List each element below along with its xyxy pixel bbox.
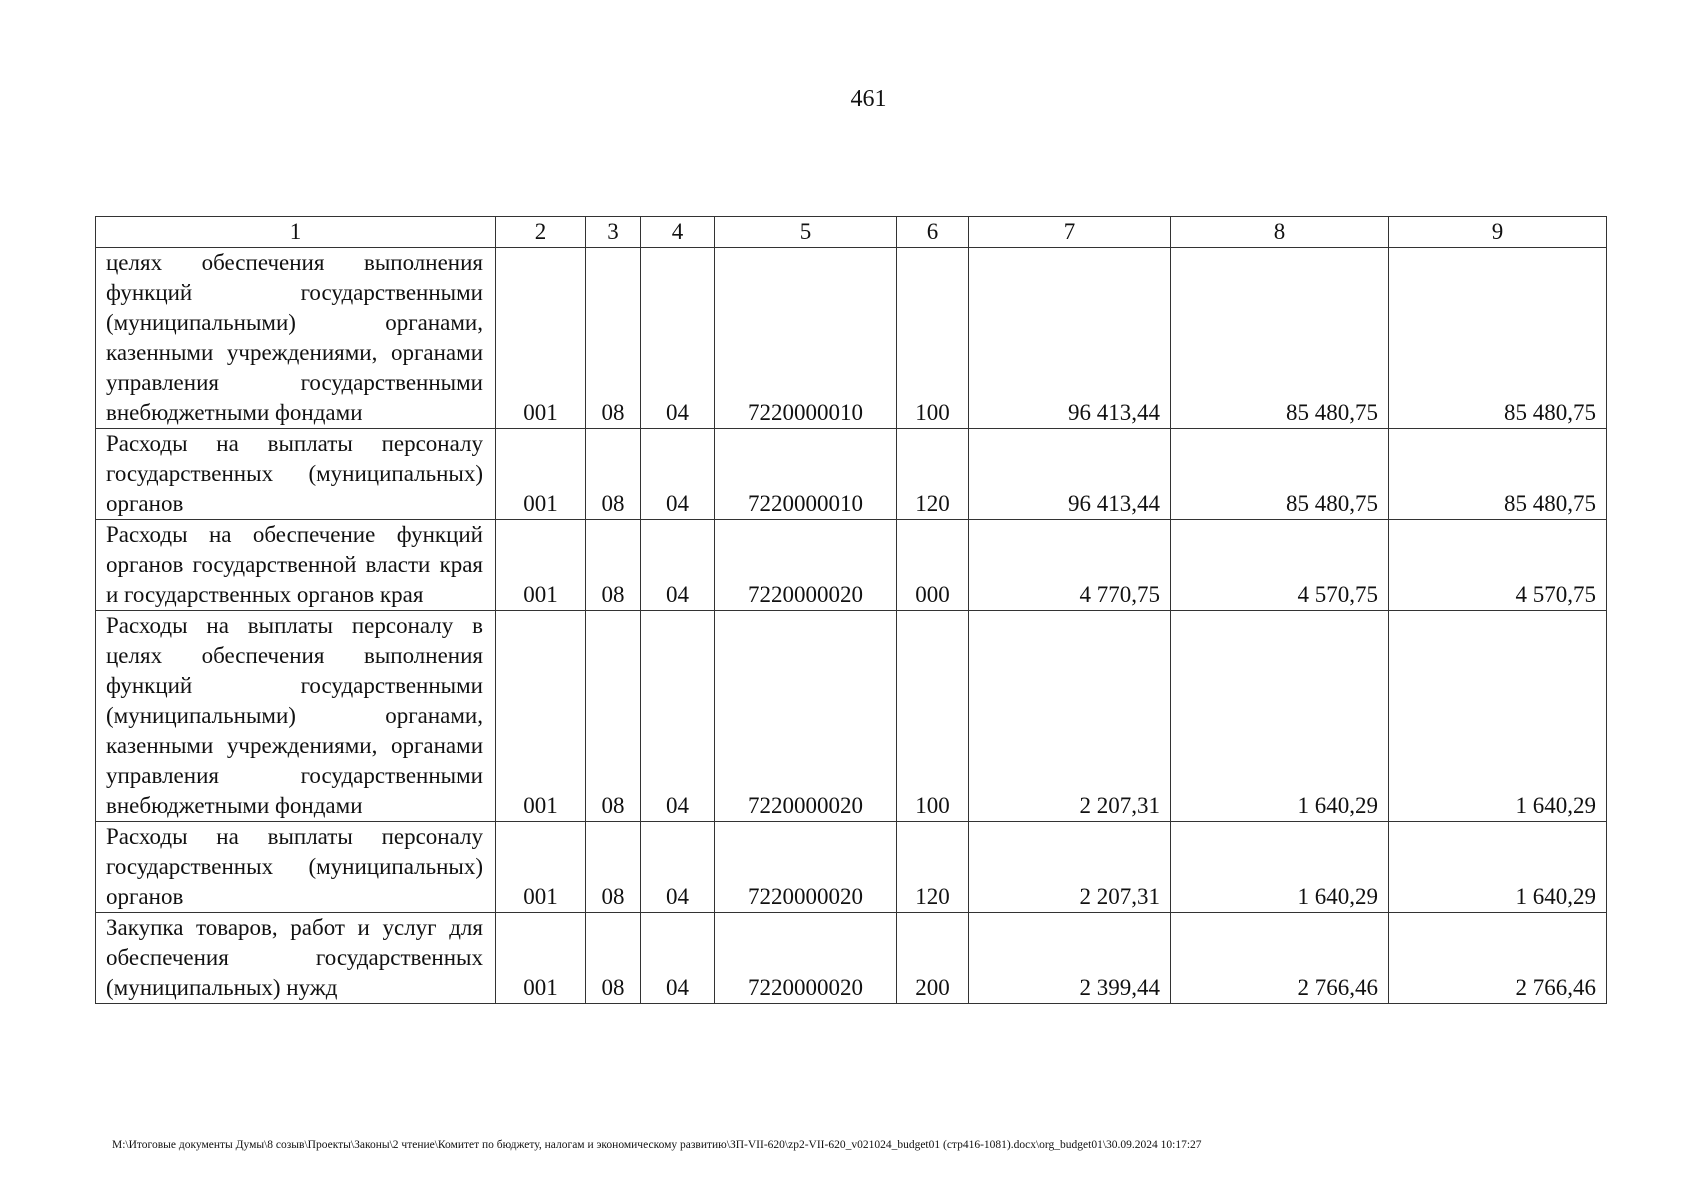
cell-target-article: 7220000010 bbox=[715, 429, 897, 520]
col-header-1: 1 bbox=[96, 217, 496, 248]
cell-amount-col9: 85 480,75 bbox=[1389, 429, 1607, 520]
table-row bbox=[96, 611, 1607, 822]
cell-ministry-code: 001 bbox=[496, 611, 586, 822]
cell-expense-type: 100 bbox=[897, 611, 969, 822]
cell-amount-col9: 2 766,46 bbox=[1389, 913, 1607, 1004]
col-header-8: 8 bbox=[1171, 217, 1389, 248]
cell-target-article: 7220000020 bbox=[715, 611, 897, 822]
row-description: Расходы на выплаты персоналу государственных (муниципальных) органов bbox=[96, 429, 496, 520]
col-header-5: 5 bbox=[715, 217, 897, 248]
cell-section: 08 bbox=[586, 611, 641, 822]
cell-amount-col8: 4 570,75 bbox=[1171, 520, 1389, 611]
cell-ministry-code: 001 bbox=[496, 248, 586, 429]
row-description: Закупка товаров, работ и услуг для обеспечения государственных (муниципальных) нужд bbox=[96, 913, 496, 1004]
cell-subsection: 04 bbox=[641, 913, 715, 1004]
col-header-7: 7 bbox=[969, 217, 1171, 248]
cell-expense-type: 120 bbox=[897, 429, 969, 520]
col-header-3: 3 bbox=[586, 217, 641, 248]
table-row bbox=[96, 520, 1607, 611]
cell-section: 08 bbox=[586, 248, 641, 429]
cell-subsection: 04 bbox=[641, 248, 715, 429]
table-row bbox=[96, 248, 1607, 429]
cell-expense-type: 100 bbox=[897, 248, 969, 429]
row-description: Расходы на выплаты персоналу в целях обеспечения выполнения функций государственными (муниципальными) органами, казенными учреждениями, органами управления государственными внебюджетными фондами bbox=[96, 611, 496, 822]
cell-subsection: 04 bbox=[641, 429, 715, 520]
cell-section: 08 bbox=[586, 913, 641, 1004]
col-header-9: 9 bbox=[1389, 217, 1607, 248]
cell-amount-col9: 85 480,75 bbox=[1389, 248, 1607, 429]
cell-section: 08 bbox=[586, 520, 641, 611]
cell-subsection: 04 bbox=[641, 520, 715, 611]
cell-amount-col9: 4 570,75 bbox=[1389, 520, 1607, 611]
cell-ministry-code: 001 bbox=[496, 913, 586, 1004]
cell-ministry-code: 001 bbox=[496, 429, 586, 520]
cell-target-article: 7220000020 bbox=[715, 520, 897, 611]
cell-expense-type: 200 bbox=[897, 913, 969, 1004]
col-header-4: 4 bbox=[641, 217, 715, 248]
cell-amount-col7: 4 770,75 bbox=[969, 520, 1171, 611]
cell-amount-col9: 1 640,29 bbox=[1389, 611, 1607, 822]
col-header-2: 2 bbox=[496, 217, 586, 248]
row-description: Расходы на выплаты персоналу государственных (муниципальных) органов bbox=[96, 822, 496, 913]
table-row bbox=[96, 913, 1607, 1004]
col-header-6: 6 bbox=[897, 217, 969, 248]
cell-amount-col8: 85 480,75 bbox=[1171, 248, 1389, 429]
cell-ministry-code: 001 bbox=[496, 520, 586, 611]
cell-amount-col7: 96 413,44 bbox=[969, 429, 1171, 520]
cell-amount-col7: 2 399,44 bbox=[969, 913, 1171, 1004]
page-number: 461 bbox=[850, 86, 887, 112]
row-description: Расходы на обеспечение функций органов государственной власти края и государственных органов края bbox=[96, 520, 496, 611]
file-path-footer: М:\Итоговые документы Думы\8 созыв\Проекты\Законы\2 чтение\Комитет по бюджету, налогам и экономическому развитию\ЗП-VII-620\zp2-VII-620_v021024_budget01 (стр416-1081).docx\org_budget01\30.09.2024 10:17:27 bbox=[112, 1139, 1202, 1151]
cell-target-article: 7220000020 bbox=[715, 822, 897, 913]
cell-amount-col8: 2 766,46 bbox=[1171, 913, 1389, 1004]
cell-subsection: 04 bbox=[641, 822, 715, 913]
cell-amount-col8: 1 640,29 bbox=[1171, 822, 1389, 913]
table-row bbox=[96, 822, 1607, 913]
row-description: целях обеспечения выполнения функций государственными (муниципальными) органами, казенными учреждениями, органами управления государственными внебюджетными фондами bbox=[96, 248, 496, 429]
table-row bbox=[96, 429, 1607, 520]
cell-target-article: 7220000010 bbox=[715, 248, 897, 429]
cell-ministry-code: 001 bbox=[496, 822, 586, 913]
cell-subsection: 04 bbox=[641, 611, 715, 822]
cell-amount-col7: 2 207,31 bbox=[969, 611, 1171, 822]
cell-expense-type: 120 bbox=[897, 822, 969, 913]
cell-amount-col7: 2 207,31 bbox=[969, 822, 1171, 913]
cell-expense-type: 000 bbox=[897, 520, 969, 611]
cell-amount-col9: 1 640,29 bbox=[1389, 822, 1607, 913]
cell-section: 08 bbox=[586, 822, 641, 913]
cell-target-article: 7220000020 bbox=[715, 913, 897, 1004]
header-row bbox=[96, 217, 1607, 248]
cell-amount-col8: 85 480,75 bbox=[1171, 429, 1389, 520]
budget-table bbox=[95, 216, 1607, 1004]
cell-section: 08 bbox=[586, 429, 641, 520]
cell-amount-col7: 96 413,44 bbox=[969, 248, 1171, 429]
cell-amount-col8: 1 640,29 bbox=[1171, 611, 1389, 822]
